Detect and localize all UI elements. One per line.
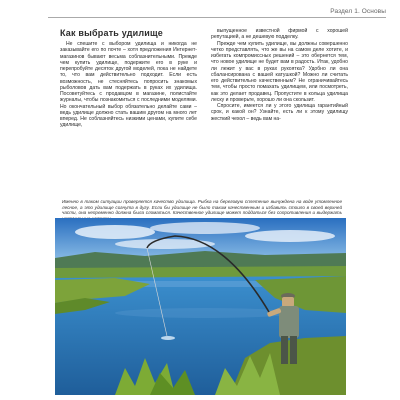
paragraph: Прежде чем купить удилище, вы должны совершенно четко представлять, что же вы на самом деле хотите, и избегать компромиссных решений – это обернется тем, что новое удилище не будет вам в радость. Итак, удобно ли лежит у вас в руках рукоятка? Удобно ли она сбалансирована с вашей катушкой? Можно ли считать его действительно качественным? Не ограничивайтесь тем, чтобы просто помахать удилищем, или посмотреть, как это делает продавец. Пропустите в кольца удилища леску и проверьте, хорошо ли она скользит.	[211, 40, 348, 103]
running-header: Раздел 1. Основы	[330, 8, 386, 15]
text-columns	[60, 28, 348, 194]
header-rule	[48, 17, 386, 18]
fishing-photo	[55, 218, 346, 395]
paragraph: Не спешите с выбором удилища и никогда не заказывайте его по почте – хотя предложения Интернет-магазинов бывают весьма соблазнительными. Прежде чем купить удилище, подержите его в руке и перепробуйте десяток другой моделей, пока не найдете то, что вам действительно подходит. Если есть возможность, не стесняйтесь попросить знакомых рыболовов дать вам подержать в руках их удилища. Посоветуйтесь с продавцом в магазине, полистайте журналы, чтобы познакомиться с последними моделями. Но окончательный выбор обязательно делайте сами – ведь удилище должно стать вашим другом на много лет вперед. Не соблазняйтесь низкими ценами, купите себе удилище,	[60, 41, 197, 129]
paragraph: выпущенное известной фирмой с хорошей репутацией, а не дешевую подделку.	[211, 28, 348, 41]
paragraph: Спросите, имеется ли у этого удилища гарантийный срок, и какой он? Узнайте, есть ли к этому удилищу жесткий чехол – ведь вам на-	[211, 103, 348, 122]
fishing-photo-icon	[55, 218, 346, 395]
left-column	[60, 28, 197, 194]
right-column	[211, 28, 348, 194]
section-heading: Как выбрать удилище	[60, 28, 164, 38]
photo-caption: Именно в таком ситуации проверяется качество удилища. Рыбка на береговую сплетение вынуждена на воде утомленное лесное, а это удилище согнута в дугу. Если бы удилище не было таким качественным и избавить стоило в своей верхней части, она непременно должна была сломаться. Качественное удилище может поддаться без сопротивления и выдержать	[62, 199, 342, 216]
